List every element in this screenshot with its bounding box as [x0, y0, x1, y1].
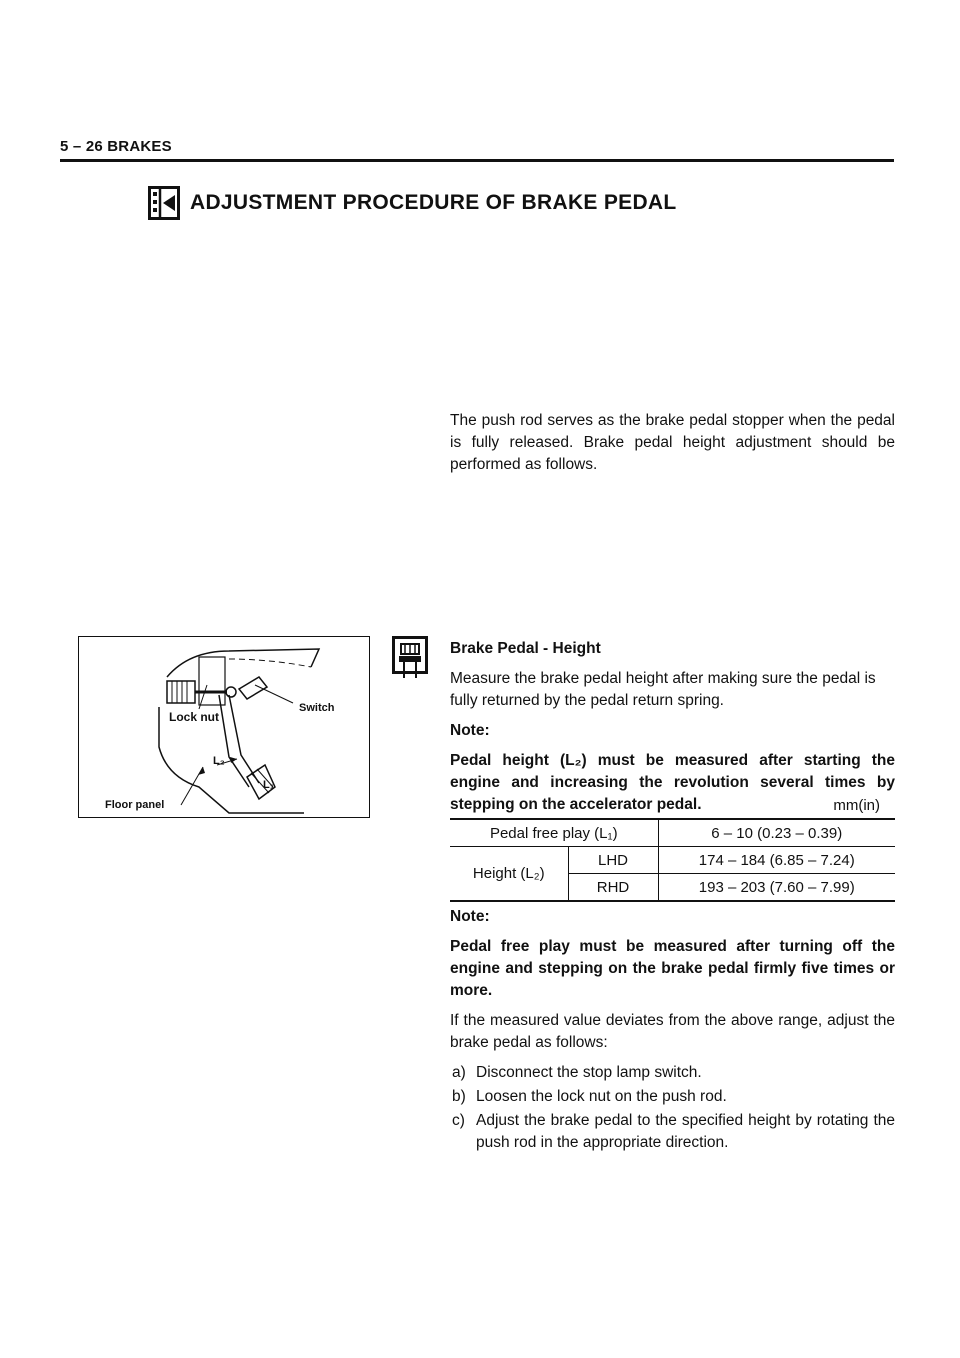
- table-row: [450, 847, 895, 874]
- adjustment-icon: [148, 186, 180, 220]
- step-label: b): [452, 1088, 466, 1105]
- brake-pedal-illustration: [79, 637, 369, 817]
- title-row: [148, 186, 677, 220]
- list-item: [450, 1086, 895, 1108]
- step-label: a): [452, 1064, 466, 1081]
- free-play-label: Pedal free play (L₁): [450, 819, 658, 847]
- section-heading: Brake Pedal - Height: [450, 640, 601, 657]
- brake-pedal-figure: [78, 636, 370, 818]
- floor-panel-label: Floor panel: [105, 799, 165, 811]
- inspection-icon: [392, 636, 428, 680]
- measure-paragraph: Measure the brake pedal height after making sure the pedal is fully returned by the pedal return spring.: [450, 670, 876, 709]
- intro-paragraph: The push rod serves as the brake pedal stopper when the pedal is fully released. Brake pedal height adjustment should be performed as follows.: [450, 412, 895, 473]
- lhd-value: 174 – 184 (6.85 – 7.24): [658, 847, 895, 874]
- note-label: Note:: [450, 722, 490, 739]
- deviation-paragraph: If the measured value deviates from the above range, adjust the brake pedal as follows:: [450, 1012, 895, 1051]
- l1-label: L₁: [263, 779, 275, 791]
- height-label: Height (L₂): [450, 847, 568, 902]
- note-text: Pedal height (L₂) must be measured after starting the engine and increasing the revolution several times by stepping on the accelerator pedal.: [450, 752, 895, 813]
- step-text: Loosen the lock nut on the push rod.: [476, 1088, 727, 1105]
- note2-text: Pedal free play must be measured after turning off the engine and stepping on the brake pedal firmly five times or more.: [450, 938, 895, 999]
- spec-table: [450, 818, 895, 902]
- header-rule: [60, 159, 894, 162]
- list-item: [450, 1110, 895, 1154]
- step-label: c): [452, 1112, 465, 1129]
- step-text: Disconnect the stop lamp switch.: [476, 1064, 702, 1081]
- free-play-value: 6 – 10 (0.23 – 0.39): [658, 819, 895, 847]
- free-play-section: [450, 906, 895, 1156]
- switch-label: Switch: [299, 702, 335, 714]
- rhd-value: 193 – 203 (7.60 – 7.99): [658, 874, 895, 902]
- l2-label: L₂: [213, 755, 225, 767]
- unit-label: mm(in): [833, 797, 880, 814]
- page-header: 5 – 26 BRAKES: [60, 138, 172, 155]
- page-title: ADJUSTMENT PROCEDURE OF BRAKE PEDAL: [190, 191, 677, 214]
- list-item: [450, 1062, 895, 1084]
- rhd-label: RHD: [568, 874, 658, 902]
- lhd-label: LHD: [568, 847, 658, 874]
- lock-nut-label: Lock nut: [169, 710, 219, 724]
- adjustment-steps: [450, 1062, 895, 1154]
- table-row: [450, 819, 895, 847]
- step-text: Adjust the brake pedal to the specified height by rotating the push rod in the appropriate direction.: [476, 1112, 895, 1151]
- note2-label: Note:: [450, 908, 490, 925]
